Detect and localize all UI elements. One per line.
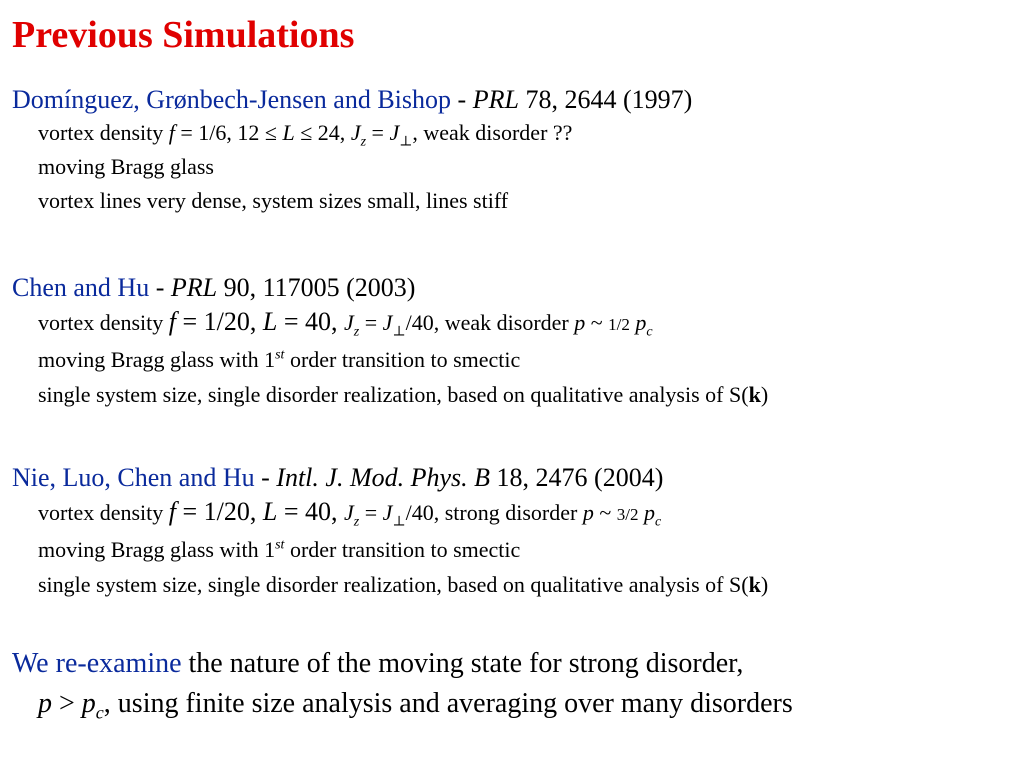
fraction: 3/2	[616, 505, 639, 524]
subscript-perp: ⊥	[392, 324, 406, 340]
citation: 90, 117005 (2003)	[217, 273, 416, 302]
symbol-f: f	[168, 307, 176, 336]
text: = 40,	[277, 307, 345, 336]
superscript-st: st	[275, 347, 285, 363]
symbol-p: p	[574, 310, 586, 335]
journal: PRL	[472, 85, 519, 114]
subscript-c: c	[646, 324, 653, 340]
text: = 1/20,	[176, 497, 263, 526]
detail-line-parameters	[12, 494, 1012, 532]
symbol-J: J	[344, 310, 354, 335]
detail-line-phase: moving Bragg glass	[38, 154, 214, 179]
symbol-f: f	[168, 497, 176, 526]
text: ~	[593, 500, 617, 525]
reference-dominguez	[12, 84, 1012, 218]
text: =	[359, 310, 383, 335]
symbol-p: p	[638, 500, 655, 525]
detail-line-remark: vortex lines very dense, system sizes small, lines stiff	[38, 188, 509, 213]
text: vortex density	[38, 500, 169, 525]
detail-line-parameters	[12, 116, 1012, 150]
subscript-perp: ⊥	[399, 134, 413, 150]
symbol-J: J	[382, 310, 393, 335]
detail-line-phase	[12, 342, 1012, 377]
text: vortex density	[38, 120, 169, 145]
symbol-L: L	[262, 497, 278, 526]
text: single system size, single disorder realization, based on qualitative analysis of S(	[38, 382, 749, 407]
text: /40, weak disorder	[405, 310, 575, 335]
conclusion-line-1	[12, 644, 793, 684]
conclusion-line-2	[12, 684, 793, 724]
authors: Chen and Hu	[12, 273, 150, 302]
conclusion-lead: We re-examine	[12, 648, 182, 679]
detail-line-parameters	[12, 304, 1012, 342]
text: moving Bragg glass with 1	[38, 347, 276, 372]
symbol-J: J	[389, 120, 400, 145]
slide-title: Previous Simulations	[12, 14, 355, 56]
fraction: 1/2	[608, 315, 630, 334]
conclusion-text: the nature of the moving state for strong disorder,	[181, 648, 744, 679]
symbol-L: L	[262, 307, 278, 336]
separator: -	[254, 463, 277, 492]
detail-line-remark	[12, 377, 1012, 412]
conclusion	[12, 644, 793, 724]
subscript-z: z	[353, 324, 360, 340]
symbol-f: f	[168, 120, 175, 145]
symbol-J: J	[344, 500, 354, 525]
vector-k: k	[748, 572, 761, 597]
subscript-c: c	[654, 514, 662, 530]
detail-line-remark	[12, 567, 1012, 602]
citation: 78, 2644 (1997)	[518, 85, 693, 114]
text: =	[366, 120, 390, 145]
text: = 40,	[277, 497, 345, 526]
text: = 1/20,	[176, 307, 263, 336]
text: , weak disorder ??	[412, 120, 573, 145]
subscript-c: c	[95, 702, 104, 723]
journal: PRL	[170, 273, 218, 302]
separator: -	[451, 85, 473, 114]
symbol-p: p	[629, 310, 647, 335]
detail-line-phase	[12, 532, 1012, 567]
reference-heading	[12, 272, 1012, 304]
text: ≤ 24,	[294, 120, 351, 145]
text: order transition to smectic	[284, 347, 521, 372]
symbol-p: p	[38, 688, 52, 719]
symbol-J: J	[350, 120, 361, 145]
symbol-p: p	[81, 688, 96, 719]
text: vortex density	[38, 310, 169, 335]
reference-nie-luo-chen-hu	[12, 462, 1012, 602]
text: )	[760, 382, 769, 407]
reference-chen-hu	[12, 272, 1012, 412]
subscript-z: z	[353, 514, 360, 530]
superscript-st: st	[275, 537, 285, 553]
authors: Domínguez, Grønbech-Jensen and Bishop	[12, 85, 452, 114]
vector-k: k	[748, 382, 761, 407]
citation: 18, 2476 (2004)	[490, 463, 664, 492]
text: order transition to smectic	[284, 537, 521, 562]
journal: Intl. J. Mod. Phys. B	[276, 463, 491, 492]
reference-heading	[12, 84, 1012, 116]
subscript-z: z	[360, 134, 367, 150]
symbol-J: J	[382, 500, 393, 525]
text: = 1/6, 12 ≤	[174, 120, 283, 145]
subscript-perp: ⊥	[392, 514, 406, 530]
reference-heading	[12, 462, 1012, 494]
text: >	[52, 688, 82, 719]
symbol-L: L	[282, 120, 295, 145]
text: ~	[585, 310, 609, 335]
text: /40, strong disorder	[405, 500, 583, 525]
text: single system size, single disorder realization, based on qualitative analysis of S(	[38, 572, 749, 597]
conclusion-text: , using finite size analysis and averaging over many disorders	[103, 688, 793, 719]
authors: Nie, Luo, Chen and Hu	[12, 463, 255, 492]
text: moving Bragg glass with 1	[38, 537, 276, 562]
text: =	[359, 500, 383, 525]
separator: -	[149, 273, 171, 302]
symbol-p: p	[582, 500, 594, 525]
text: )	[760, 572, 769, 597]
